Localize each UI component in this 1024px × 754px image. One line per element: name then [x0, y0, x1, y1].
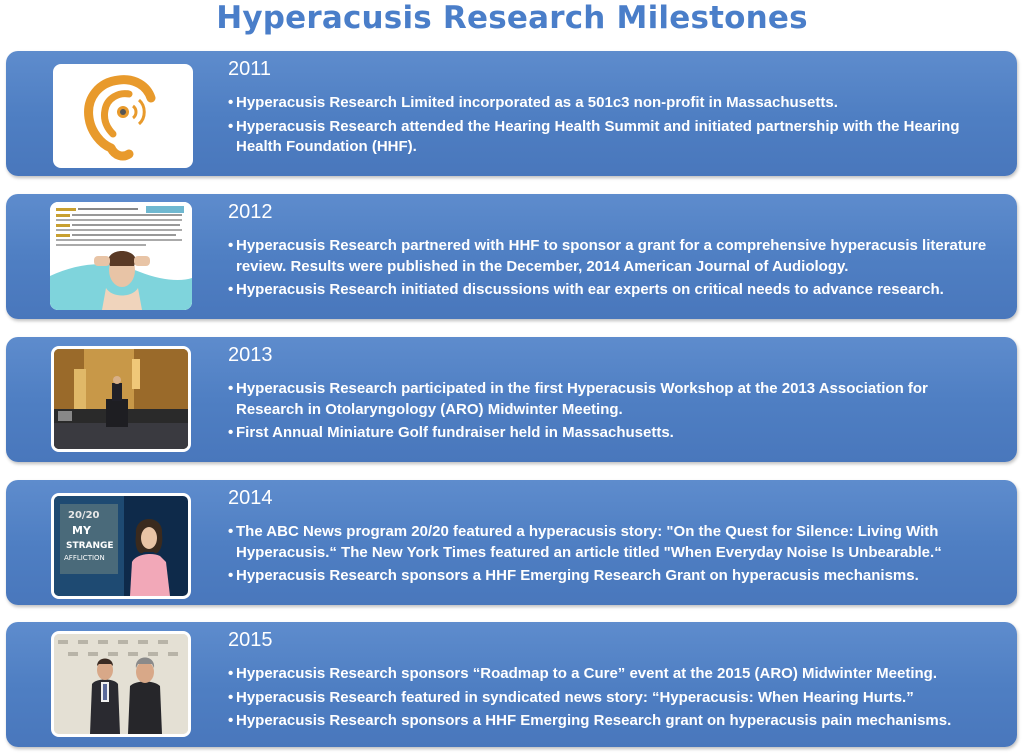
- milestone-bullets: [228, 379, 997, 447]
- milestone-2015: [6, 622, 1017, 747]
- milestone-year: 2015: [228, 629, 273, 651]
- milestone-bullet: • First Annual Miniature Golf fundraiser held in Massachusetts.: [228, 423, 997, 444]
- milestone-bullet: • Hyperacusis Research sponsors “Roadmap to a Cure” event at the 2015 (ARO) Midwinter Meeting.: [228, 664, 997, 685]
- journal-article-image: [50, 202, 192, 310]
- milestone-bullet: • Hyperacusis Research Limited incorporated as a 501c3 non-profit in Massachusetts.: [228, 93, 997, 114]
- milestone-bullet: • Hyperacusis Research sponsors a HHF Emerging Research Grant on hyperacusis mechanisms.: [228, 566, 997, 587]
- milestone-bullet: • Hyperacusis Research initiated discussions with ear experts on critical needs to advance research.: [228, 280, 997, 301]
- milestone-bullet: • The ABC News program 20/20 featured a hyperacusis story: "On the Quest for Silence: Living With Hyperacusis.“ The New York Times featured an article titled "When Everyday Noise Is Unbearable.“: [228, 522, 997, 563]
- milestone-year: 2014: [228, 487, 273, 509]
- ear-logo-icon: [53, 64, 193, 168]
- news-program-photo: [51, 493, 191, 599]
- svg-text:STRANGE: STRANGE: [66, 541, 114, 551]
- milestone-bullets: [228, 664, 997, 735]
- milestone-bullets: [228, 522, 997, 590]
- milestone-bullet: • Hyperacusis Research partnered with HHF to sponsor a grant for a comprehensive hyperacusis literature review. Results were published in the December, 2014 American Journal of Audiology.: [228, 236, 997, 277]
- milestone-bullets: [228, 236, 997, 304]
- page-title: Hyperacusis Research Milestones: [216, 0, 808, 36]
- milestone-2011: [6, 51, 1017, 176]
- workshop-speaker-photo: [51, 346, 191, 452]
- milestone-2014: [6, 480, 1017, 605]
- svg-text:MY: MY: [72, 524, 91, 537]
- milestone-year: 2011: [228, 58, 272, 80]
- milestone-bullet: • Hyperacusis Research participated in the first Hyperacusis Workshop at the 2013 Association for Research in Otolaryngology (ARO) Midwinter Meeting.: [228, 379, 997, 420]
- milestone-bullet: • Hyperacusis Research featured in syndicated news story: “Hyperacusis: When Hearing Hurts.”: [228, 688, 997, 709]
- svg-text:20/20: 20/20: [68, 510, 100, 521]
- svg-text:AFFLICTION: AFFLICTION: [64, 554, 105, 562]
- milestone-year: 2012: [228, 201, 273, 223]
- milestone-bullets: [228, 93, 997, 161]
- milestone-bullet: • Hyperacusis Research attended the Hearing Health Summit and initiated partnership with the Hearing Health Foundation (HHF).: [228, 117, 997, 158]
- milestone-2012: [6, 194, 1017, 319]
- milestone-year: 2013: [228, 344, 273, 366]
- milestone-2013: [6, 337, 1017, 462]
- event-attendees-photo: [51, 631, 191, 737]
- milestone-bullet: • Hyperacusis Research sponsors a HHF Emerging Research grant on hyperacusis pain mechanisms.: [228, 711, 997, 732]
